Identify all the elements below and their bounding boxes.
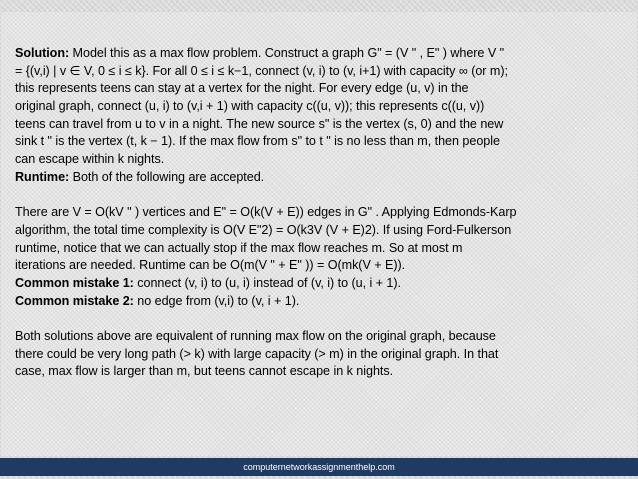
solution-first-line bbox=[15, 45, 627, 63]
paragraph-gap bbox=[15, 187, 627, 205]
conclusion-line: case, max flow is larger than m, but teens cannot escape in k nights. bbox=[15, 364, 394, 379]
analysis-line: algorithm, the total time complexity is O(V E"2) = O(k3V (V + E)2). If using Ford-Fulkerson bbox=[15, 222, 512, 237]
common-mistake-2 bbox=[15, 293, 627, 311]
conclusion-line: Both solutions above are equivalent of running max flow on the original graph, because bbox=[15, 329, 496, 343]
slide-panel bbox=[0, 11, 638, 457]
footer-bar bbox=[0, 458, 638, 476]
solution-first-line-text: Model this as a max flow problem. Construct a graph G" = (V " , E" ) where V " bbox=[69, 46, 505, 60]
common-mistake-2-label: Common mistake 2: bbox=[15, 293, 134, 308]
solution-line: can escape within k nights. bbox=[15, 152, 165, 167]
paragraph-gap bbox=[15, 310, 627, 328]
slide-content bbox=[15, 45, 627, 381]
runtime-label: Runtime: bbox=[15, 169, 70, 184]
conclusion-paragraph bbox=[15, 328, 627, 381]
common-mistake-1 bbox=[15, 275, 627, 293]
solution-line: teens can travel from u to v in a night. The new source s" is the vertex (s, 0) and the new bbox=[15, 116, 504, 131]
analysis-line: iterations are needed. Runtime can be O(m(V " + E" )) = O(mk(V + E)). bbox=[15, 258, 406, 273]
common-mistake-2-text: no edge from (v,i) to (v, i + 1). bbox=[133, 293, 300, 308]
conclusion-line: there could be very long path (> k) with large capacity (> m) in the original graph. In that bbox=[15, 346, 499, 361]
solution-line: = {(v,i) | v ∈ V, 0 ≤ i ≤ k}. For all 0 ≤ i ≤ k−1, connect (v, i) to (v, i+1) with capacity ∞ (or m); bbox=[15, 63, 508, 78]
solution-line: original graph, connect (u, i) to (v,i + 1) with capacity c((u, v)); this represents c((u, v)) bbox=[15, 99, 485, 114]
analysis-paragraph bbox=[15, 204, 627, 275]
solution-label: Solution: bbox=[15, 46, 70, 60]
runtime-line bbox=[15, 169, 627, 187]
analysis-line: runtime, notice that we can actually stop if the max flow reaches m. So at most m bbox=[15, 240, 463, 255]
common-mistake-1-label: Common mistake 1: bbox=[15, 275, 134, 290]
solution-line: this represents teens can stay at a vertex for the night. For every edge (u, v) in the bbox=[15, 81, 469, 96]
footer-website-link[interactable]: computernetworkassignmenthelp.com bbox=[243, 462, 395, 472]
solution-line: sink t " is the vertex (t, k − 1). If the max flow from s" to t " is no less than m, then people bbox=[15, 134, 500, 149]
common-mistake-1-text: connect (v, i) to (u, i) instead of (v, i) to (u, i + 1). bbox=[133, 275, 401, 290]
solution-paragraph bbox=[15, 45, 627, 169]
analysis-line: There are V = O(kV " ) vertices and E" = O(k(V + E)) edges in G" . Applying Edmonds-Karp bbox=[15, 205, 517, 220]
runtime-text: Both of the following are accepted. bbox=[69, 169, 265, 184]
